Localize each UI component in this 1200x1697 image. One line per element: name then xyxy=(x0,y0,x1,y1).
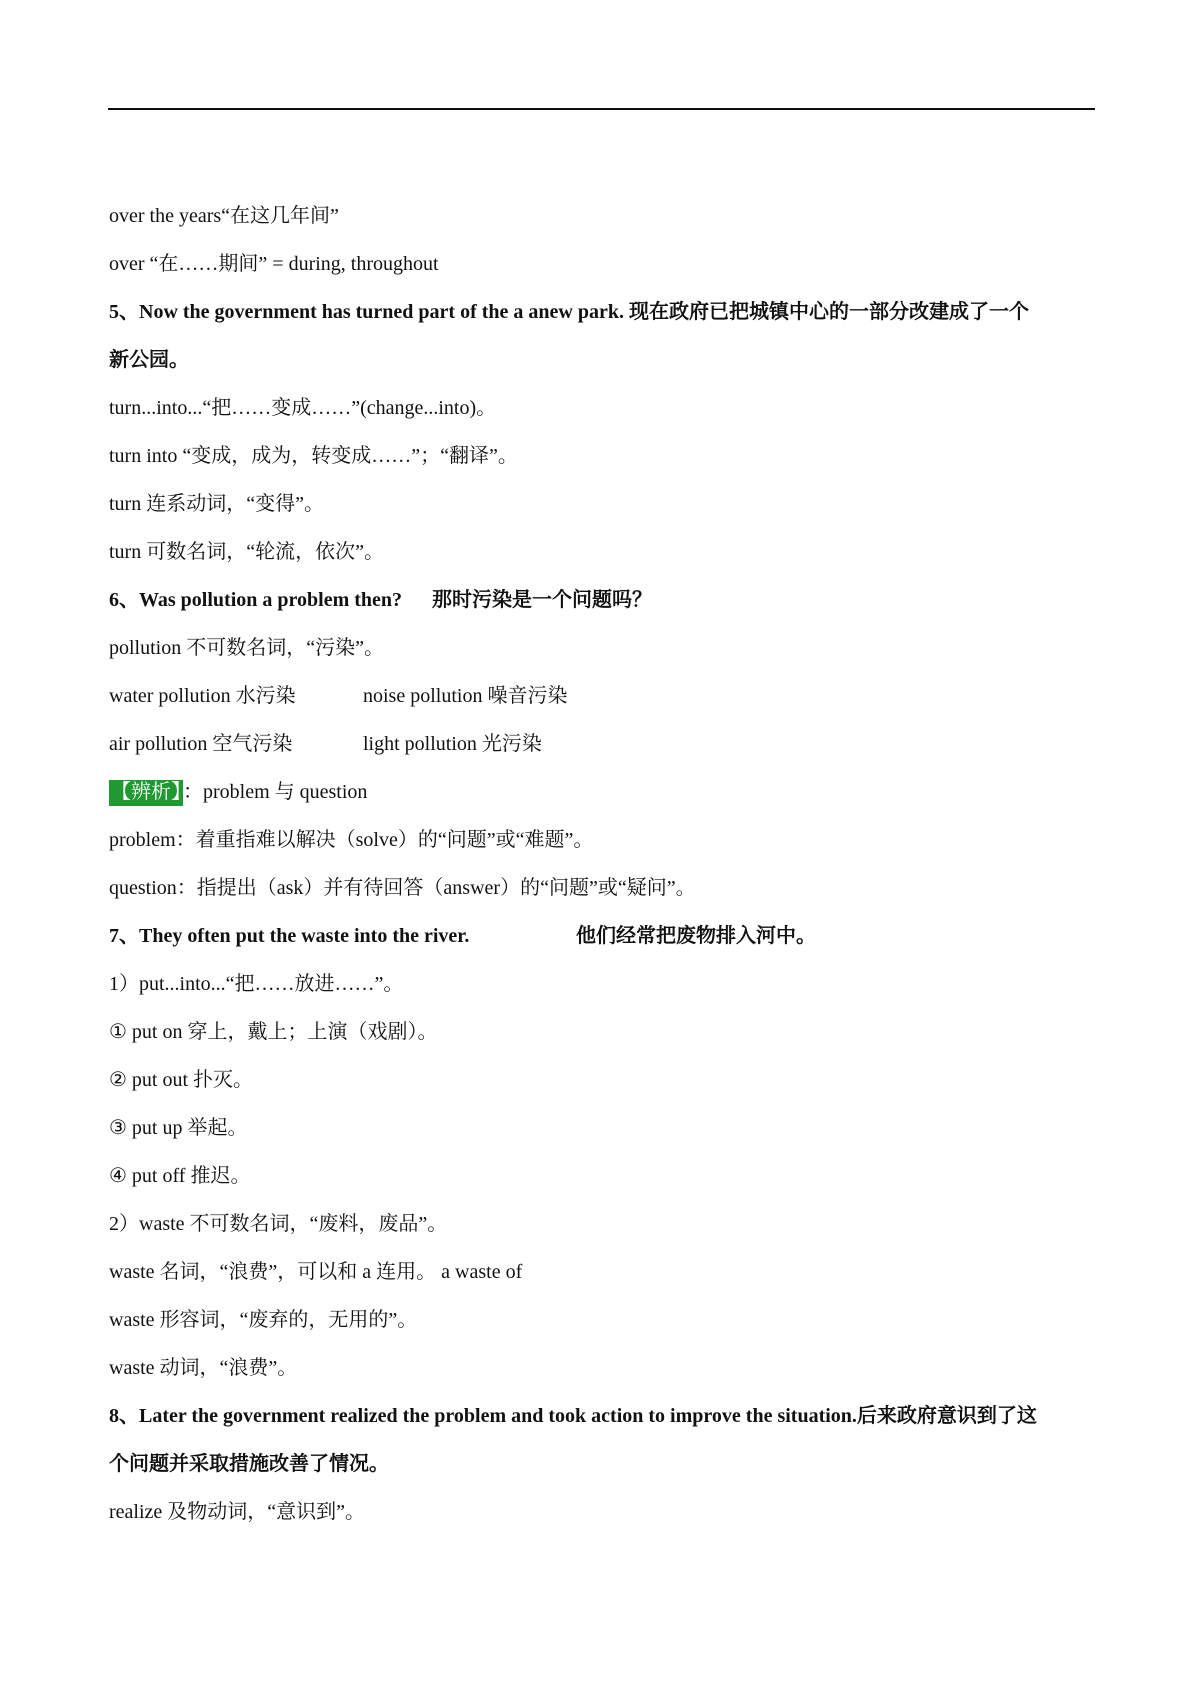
text-line: question：指提出（ask）并有待回答（answer）的“问题”或“疑问”。 xyxy=(109,877,696,899)
text-line: ② put out 扑灭。 xyxy=(109,1069,254,1091)
sentence-8-line-1: 8、Later the government realized the problem and took action to improve the situation.后来政府意识到了这 xyxy=(109,1405,1037,1427)
text-line xyxy=(109,732,542,756)
text-line: waste 形容词，“废弃的，无用的”。 xyxy=(109,1309,418,1331)
text-line: ④ put off 推迟。 xyxy=(109,1165,251,1187)
analysis-tag: 【辨析】 xyxy=(109,780,183,806)
sentence-7-english: 7、They often put the waste into the river. xyxy=(109,925,470,947)
analysis-line xyxy=(109,780,367,804)
term-air-pollution: air pollution 空气污染 xyxy=(109,733,293,755)
text-line: over the years“在这几年间” xyxy=(109,205,339,227)
text-line: turn 可数名词，“轮流，依次”。 xyxy=(109,541,384,563)
text-line: waste 名词，“浪费”，可以和 a 连用。 a waste of xyxy=(109,1261,523,1283)
sentence-7-chinese: 他们经常把废物排入河中。 xyxy=(576,925,816,947)
text-line: 2）waste 不可数名词，“废料，废品”。 xyxy=(109,1213,448,1235)
text-line: pollution 不可数名词，“污染”。 xyxy=(109,637,384,659)
text-line: waste 动词，“浪费”。 xyxy=(109,1357,298,1379)
term-water-pollution: water pollution 水污染 xyxy=(109,685,296,707)
sentence-5-line-1: 5、Now the government has turned part of the a anew park. 现在政府已把城镇中心的一部分改建成了一个 xyxy=(109,301,1029,323)
text-line: realize 及物动词，“意识到”。 xyxy=(109,1501,366,1523)
analysis-text: ：problem 与 question xyxy=(183,781,368,803)
text-line: turn into “变成，成为，转变成……”；“翻译”。 xyxy=(109,445,518,467)
sentence-7 xyxy=(109,924,816,948)
sentence-6 xyxy=(109,588,652,612)
term-noise-pollution: noise pollution 噪音污染 xyxy=(363,685,568,707)
sentence-6-english: 6、Was pollution a problem then? xyxy=(109,589,403,611)
text-line: 1）put...into...“把……放进……”。 xyxy=(109,973,404,995)
text-line: turn...into...“把……变成……”(change...into)。 xyxy=(109,397,497,419)
text-line: ③ put up 举起。 xyxy=(109,1117,248,1139)
text-line xyxy=(109,684,568,708)
header-rule xyxy=(108,108,1095,110)
text-line: ① put on 穿上，戴上；上演（戏剧）。 xyxy=(109,1021,438,1043)
text-line: problem：着重指难以解决（solve）的“问题”或“难题”。 xyxy=(109,829,594,851)
term-light-pollution: light pollution 光污染 xyxy=(363,733,542,755)
sentence-5-line-2: 新公园。 xyxy=(109,349,189,371)
sentence-6-chinese: 那时污染是一个问题吗？ xyxy=(432,589,653,611)
sentence-8-line-2: 个问题并采取措施改善了情况。 xyxy=(109,1453,389,1475)
text-line: over “在……期间” = during, throughout xyxy=(109,253,439,275)
text-line: turn 连系动词，“变得”。 xyxy=(109,493,324,515)
